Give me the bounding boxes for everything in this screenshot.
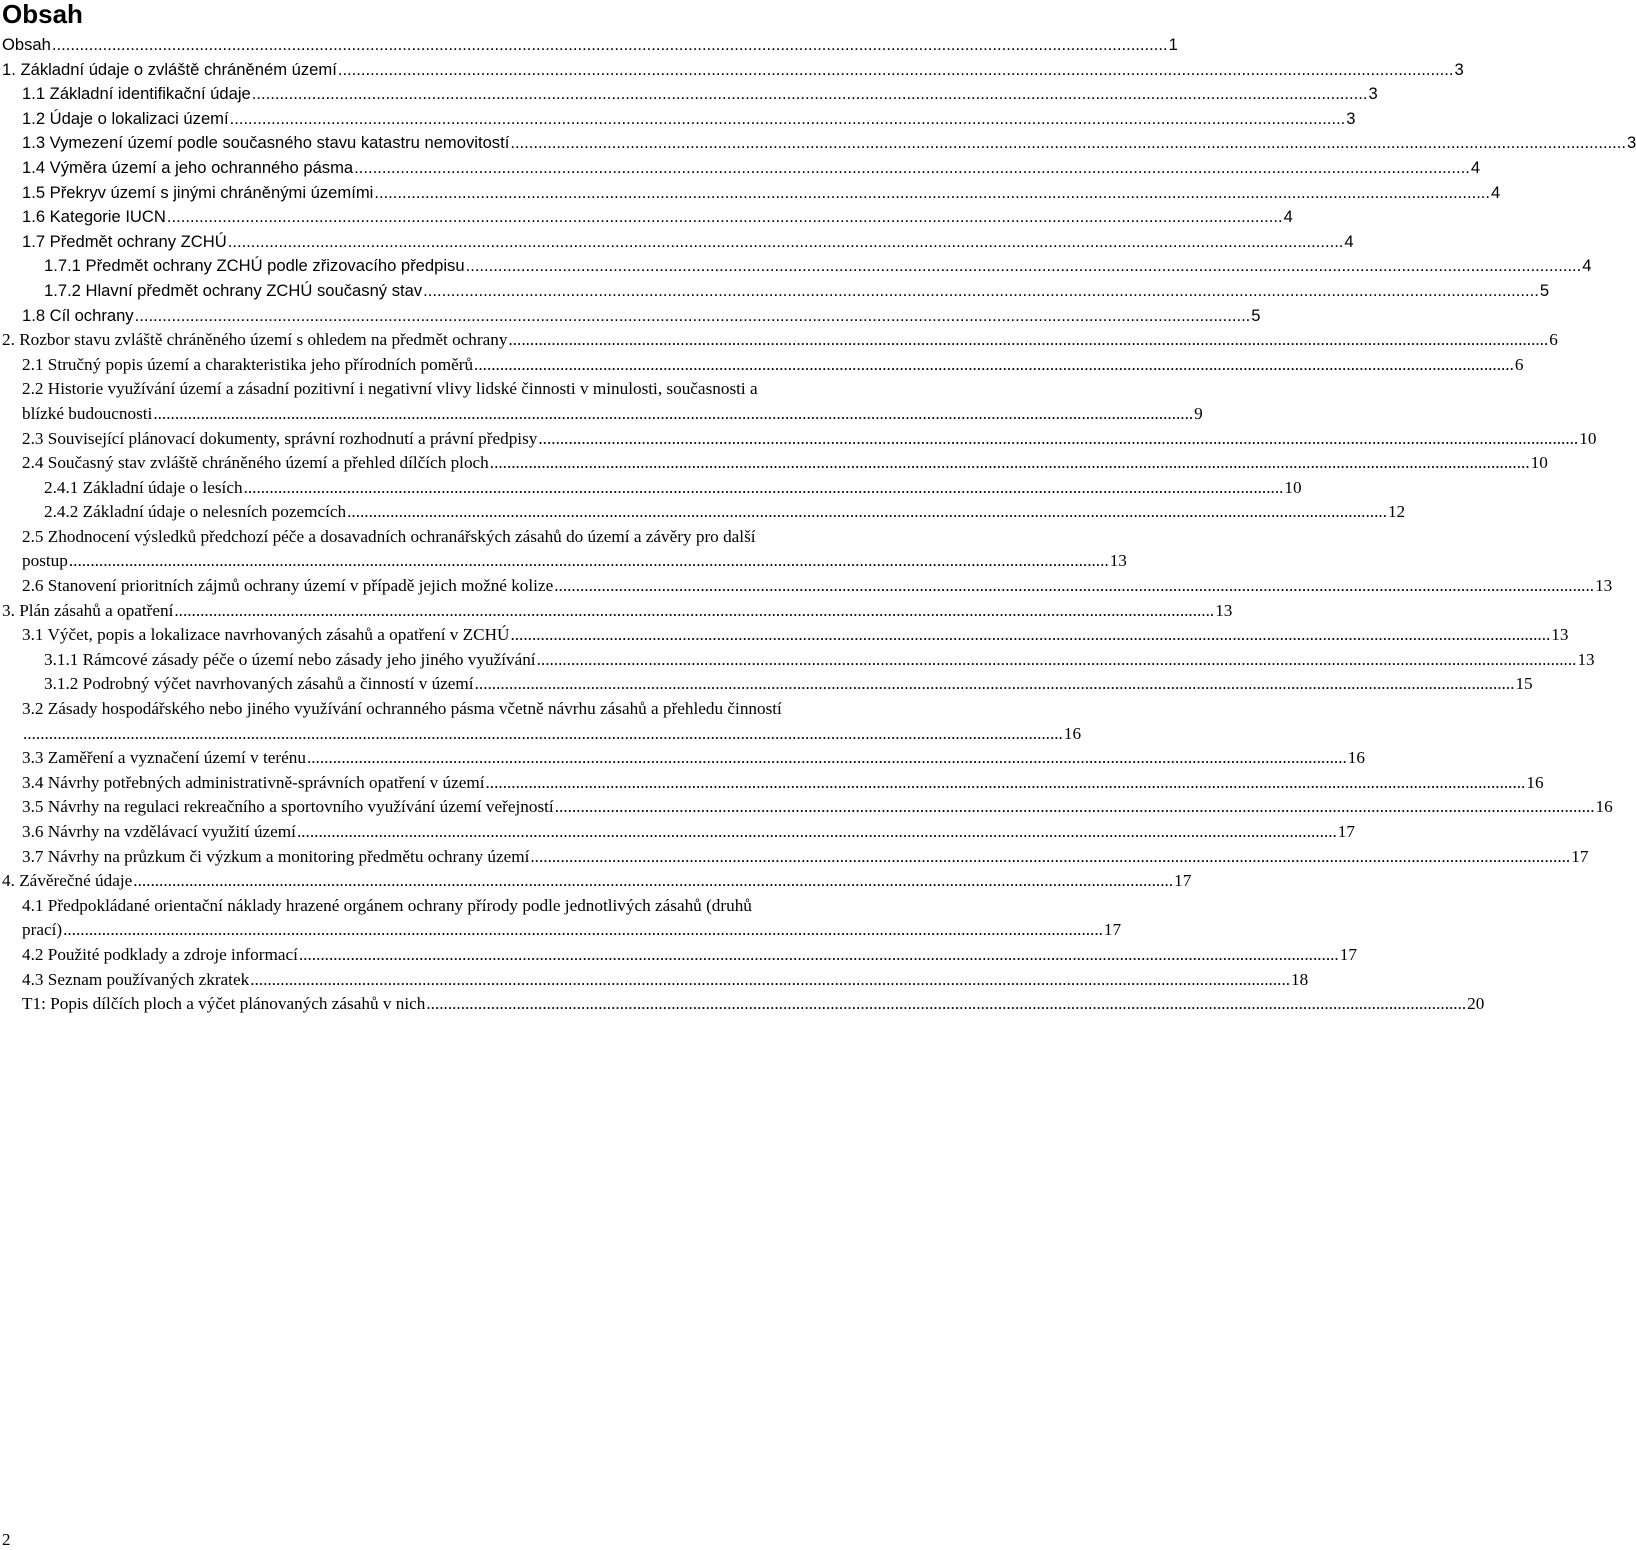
toc-leader-dots xyxy=(52,33,1168,58)
toc-entry-title: 1.3 Vymezení území podle současného stavu katastru nemovitostí xyxy=(22,133,510,153)
toc-entry-page: 3 xyxy=(1368,84,1378,104)
toc-entry-title: 3.6 Návrhy na vzdělávací využití území xyxy=(22,822,296,841)
toc-entry[interactable] xyxy=(0,107,1356,132)
toc-entry[interactable] xyxy=(0,451,1548,476)
toc-entry[interactable] xyxy=(0,623,1569,648)
toc-entry[interactable] xyxy=(0,869,1192,894)
toc-entry-title-continued: prací) xyxy=(22,920,63,940)
toc-entry-title: 2. Rozbor stavu zvláště chráněného území s ohledem na předmět ochrany xyxy=(2,330,508,350)
toc-entry-title: 2.5 Zhodnocení výsledků předchozí péče a dosavadních ochranářských zásahů do území a závěry pro další xyxy=(22,526,756,546)
toc-entry-title: 2.6 Stanovení prioritních zájmů ochrany území v případě jejich možné kolize xyxy=(22,576,554,596)
toc-entry-page: 20 xyxy=(1467,994,1485,1014)
toc-entry-title: 1.5 Překryv území s jinými chráněnými územími xyxy=(22,182,374,202)
toc-entry[interactable] xyxy=(0,131,1636,156)
toc-entry[interactable] xyxy=(0,894,1122,943)
toc-entry[interactable] xyxy=(0,968,1309,993)
toc-entry[interactable] xyxy=(0,230,1354,255)
toc-leader-dots xyxy=(174,599,1214,624)
toc-entry-title-continued: postup xyxy=(22,551,68,571)
toc-entry-title: 1.7.1 Předmět ochrany ZCHÚ podle zřizovacího předpisu xyxy=(44,256,465,276)
toc-entry-title: 2.2 Historie využívání území a zásadní pozitivní i negativní vlivy lidské činnosti v minulosti, současnosti a xyxy=(22,379,758,399)
toc-leader-dots xyxy=(474,353,1514,378)
toc-leader-dots xyxy=(555,795,1595,820)
toc-entry-page: 10 xyxy=(1530,453,1548,473)
toc-entry[interactable] xyxy=(0,943,1357,968)
toc-entry-page: 1 xyxy=(1168,35,1178,54)
toc-entry-page: 13 xyxy=(1577,649,1595,669)
toc-entry-title: 4. Závěrečné údaje xyxy=(2,871,133,891)
toc-leader-dots xyxy=(510,131,1626,156)
toc-leader-dots xyxy=(338,58,1454,83)
toc-entry[interactable] xyxy=(0,156,1481,181)
toc-entry-page: 3 xyxy=(1346,108,1356,128)
toc-leader-dots xyxy=(466,254,1582,279)
toc-entry[interactable] xyxy=(0,697,1082,746)
toc-entry-page: 16 xyxy=(1526,772,1544,792)
toc-entry-title: 3.1 Výčet, popis a lokalizace navrhovaných zásahů a opatření v ZCHÚ xyxy=(22,625,510,645)
toc-entry-title: 2.4.1 Základní údaje o lesích xyxy=(44,477,243,497)
toc-leader-dots xyxy=(423,279,1539,304)
toc-entry[interactable] xyxy=(0,353,1524,378)
toc-entry-title: 3.3 Zaměření a vyznačení území v terénu xyxy=(22,748,306,768)
toc-entry-page: 3 xyxy=(1627,133,1636,153)
toc-entry-title: 3.4 Návrhy potřebných administrativně-správních opatření v území xyxy=(22,772,485,792)
toc-entry-title: 1. Základní údaje o zvláště chráněném území xyxy=(2,59,337,79)
toc-entry-page: 3 xyxy=(1454,59,1464,79)
toc-leader-dots xyxy=(354,156,1470,181)
toc-entry-title: T1: Popis dílčích ploch a výčet plánovaných zásahů v nich xyxy=(22,994,426,1014)
toc-entry-title: 2.4 Současný stav zvláště chráněného území a přehled dílčích ploch xyxy=(22,453,489,473)
toc-entry-page: 17 xyxy=(1339,944,1357,964)
toc-entry-title: 4.3 Seznam používaných zkratek xyxy=(22,969,250,989)
toc-entry-page: 13 xyxy=(1595,576,1613,596)
toc-leader-dots xyxy=(23,722,1063,747)
toc-leader-dots xyxy=(510,623,1550,648)
toc-entry[interactable] xyxy=(0,328,1558,353)
toc-entry-page: 4 xyxy=(1283,207,1293,227)
toc-entry-title-continued: blízké budoucnosti xyxy=(22,403,153,423)
toc-entry-page: 16 xyxy=(1595,797,1613,817)
toc-leader-dots xyxy=(153,402,1193,427)
toc-entry[interactable] xyxy=(0,205,1293,230)
toc-entry-page: 6 xyxy=(1514,354,1524,374)
toc-entry[interactable] xyxy=(0,500,1406,525)
toc-entry-page: 4 xyxy=(1491,182,1501,202)
toc-entry-page: 4 xyxy=(1344,231,1354,251)
toc-leader-dots xyxy=(486,771,1526,796)
toc-entry[interactable] xyxy=(0,279,1550,304)
toc-leader-dots xyxy=(167,205,1283,230)
toc-entry-page: 5 xyxy=(1251,305,1261,325)
toc-leader-dots xyxy=(133,869,1173,894)
toc-entry[interactable] xyxy=(0,58,1464,83)
page-title: Obsah xyxy=(2,0,83,29)
toc-entry[interactable] xyxy=(0,33,1178,58)
toc-leader-dots xyxy=(230,107,1346,132)
toc-entry-title: 1.2 Údaje o lokalizaci území xyxy=(22,108,229,128)
toc-entry[interactable] xyxy=(0,746,1365,771)
toc-leader-dots xyxy=(508,328,1548,353)
toc-entry[interactable] xyxy=(0,377,1203,426)
toc-entry-page: 16 xyxy=(1063,723,1082,743)
toc-entry-page: 13 xyxy=(1551,625,1569,645)
table-of-contents xyxy=(0,33,1636,1017)
toc-entry-page: 17 xyxy=(1174,871,1192,891)
toc-leader-dots xyxy=(374,181,1490,206)
toc-entry-page: 6 xyxy=(1549,330,1558,350)
toc-entry-title: 2.3 Související plánovací dokumenty, správní rozhodnutí a právní předpisy xyxy=(22,428,538,448)
page-number: 2 xyxy=(2,1530,11,1549)
toc-entry-title: 2.4.2 Základní údaje o nelesních pozemcích xyxy=(44,502,347,522)
toc-entry[interactable] xyxy=(0,992,1485,1017)
toc-entry-page: 4 xyxy=(1582,256,1592,276)
toc-leader-dots xyxy=(530,845,1570,870)
toc-entry-page: 15 xyxy=(1515,674,1533,694)
toc-entry-page: 4 xyxy=(1470,157,1481,177)
toc-entry-title: 3.5 Návrhy na regulaci rekreačního a sportovního využívání území veřejností xyxy=(22,797,554,817)
toc-entry-title: 3.2 Zásady hospodářského nebo jiného využívání ochranného pásma včetně návrhu zásahů a přehledu činností xyxy=(22,699,782,719)
toc-leader-dots xyxy=(554,574,1594,599)
toc-entry-page: 17 xyxy=(1103,920,1122,940)
toc-entry-title: 1.6 Kategorie IUCN xyxy=(22,207,166,227)
toc-entry-title: Obsah xyxy=(2,35,51,54)
toc-leader-dots xyxy=(426,992,1466,1017)
toc-entry[interactable] xyxy=(0,476,1302,501)
toc-entry-page: 10 xyxy=(1284,477,1302,497)
toc-leader-dots xyxy=(63,918,1103,943)
toc-entry-page: 12 xyxy=(1387,502,1406,522)
toc-leader-dots xyxy=(537,648,1577,673)
toc-leader-dots xyxy=(135,304,1251,329)
toc-entry-title: 3.1.1 Rámcové zásady péče o území nebo zásady jeho jiného využívání xyxy=(44,649,536,669)
toc-entry-page: 16 xyxy=(1347,748,1365,768)
toc-entry[interactable] xyxy=(0,845,1589,870)
toc-entry[interactable] xyxy=(0,648,1595,673)
toc-leader-dots xyxy=(538,427,1578,452)
toc-entry[interactable] xyxy=(0,771,1544,796)
toc-entry[interactable] xyxy=(0,525,1127,574)
toc-entry[interactable] xyxy=(0,181,1501,206)
toc-entry-title: 3.7 Návrhy na průzkum či výzkum a monitoring předmětu ochrany území xyxy=(22,846,530,866)
toc-entry[interactable] xyxy=(0,427,1597,452)
toc-entry-title: 4.2 Použité podklady a zdroje informací xyxy=(22,944,298,964)
toc-entry[interactable] xyxy=(0,574,1613,599)
toc-entry-page: 5 xyxy=(1539,280,1550,300)
toc-entry[interactable] xyxy=(0,304,1261,329)
toc-entry-title: 1.7.2 Hlavní předmět ochrany ZCHÚ současný stav xyxy=(44,280,423,300)
toc-leader-dots xyxy=(297,820,1337,845)
toc-entry[interactable] xyxy=(0,254,1592,279)
toc-entry[interactable] xyxy=(0,795,1613,820)
toc-entry-title: 3. Plán zásahů a opatření xyxy=(2,600,174,620)
toc-leader-dots xyxy=(244,476,1284,501)
toc-entry[interactable] xyxy=(0,82,1378,107)
toc-entry-page: 9 xyxy=(1194,403,1203,423)
toc-leader-dots xyxy=(69,549,1109,574)
toc-entry-page: 13 xyxy=(1215,600,1233,620)
toc-entry-page: 10 xyxy=(1579,428,1597,448)
toc-leader-dots xyxy=(250,968,1290,993)
toc-entry[interactable] xyxy=(0,820,1355,845)
toc-entry-page: 17 xyxy=(1337,822,1355,841)
toc-entry[interactable] xyxy=(0,672,1533,697)
toc-leader-dots xyxy=(228,230,1344,255)
toc-entry-page: 17 xyxy=(1571,846,1589,866)
toc-entry-page: 13 xyxy=(1109,551,1127,571)
toc-entry-title: 2.1 Stručný popis území a charakteristika jeho přírodních poměrů xyxy=(22,354,474,374)
toc-leader-dots xyxy=(299,943,1339,968)
toc-entry[interactable] xyxy=(0,599,1233,624)
toc-entry-title: 1.8 Cíl ochrany xyxy=(22,305,134,325)
toc-entry-title: 1.1 Základní identifikační údaje xyxy=(22,84,251,104)
toc-entry-title: 1.7 Předmět ochrany ZCHÚ xyxy=(22,231,227,251)
toc-entry-title: 4.1 Předpokládané orientační náklady hrazené orgánem ochrany přírody podle jednotlivých zásahů (druhů xyxy=(22,895,752,915)
toc-leader-dots xyxy=(252,82,1368,107)
toc-leader-dots xyxy=(475,672,1515,697)
toc-leader-dots xyxy=(347,500,1387,525)
toc-entry-page: 18 xyxy=(1291,969,1309,989)
toc-leader-dots xyxy=(307,746,1347,771)
toc-entry-title: 1.4 Výměra území a jeho ochranného pásma xyxy=(22,157,354,177)
toc-entry-title: 3.1.2 Podrobný výčet navrhovaných zásahů a činností v území xyxy=(44,674,474,694)
toc-leader-dots xyxy=(490,451,1530,476)
